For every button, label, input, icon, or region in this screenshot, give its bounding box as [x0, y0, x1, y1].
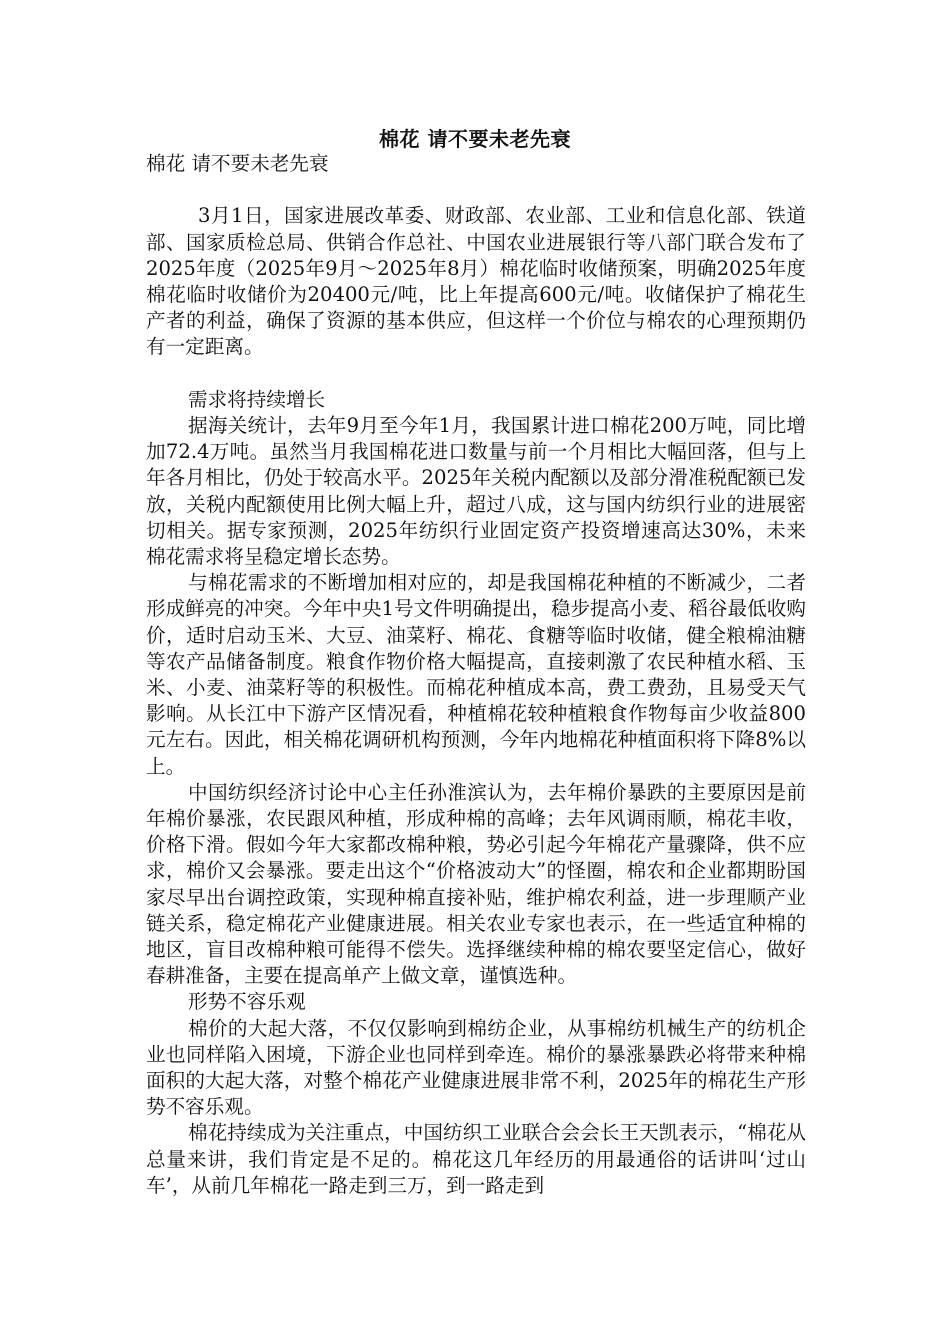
document-body: [146, 151, 806, 1199]
paragraph-expert-view: 中国纺织经济讨论中心主任孙淮滨认为，去年棉价暴跌的主要原因是前年棉价暴涨，农民跟风种植，形成种棉的高峰；去年风调雨顺，棉花丰收，价格下滑。假如今年大家都改棉种粮，势必引起今年棉花产量骤降，供不应求，棉价又会暴涨。要走出这个“价格波动大”的怪圈，棉农和企业都期盼国家尽早出台调控政策，实现种棉直接补贴，维护棉农利益，进一步理顺产业链关系，稳定棉花产业健康进展。相关农业专家也表示，在一些适宜种棉的地区，盲目改棉种粮可能得不偿失。选择继续种棉的棉农要坚定信心，做好春耕准备，主要在提高单产上做文章，谨慎选种。: [146, 780, 806, 988]
document-title: 棉花 请不要未老先衰: [379, 127, 571, 151]
paragraph-industry-quote: 棉花持续成为关注重点，中国纺织工业联合会会长王天凯表示，“棉花从总量来讲，我们肯定是不足的。棉花这几年经历的用最通俗的话讲叫‘过山车’，从前几年棉花一路走到三万，到一路走到: [146, 1121, 806, 1197]
blank-line: [146, 177, 806, 203]
paragraph-planting-decline: 与棉花需求的不断增加相对应的，却是我国棉花种植的不断减少，二者形成鲜亮的冲突。今年中央1号文件明确提出，稳步提高小麦、稻谷最低收购价，适时启动玉米、大豆、油菜籽、棉花、食糖等临时收储，健全粮棉油糖等农产品储备制度。粮食作物价格大幅提高，直接刺激了农民种植水稻、玉米、小麦、油菜籽等的积极性。而棉花种植成本高，费工费劲，且易受天气影响。从长江中下游产区情况看，种植棉花较种植粮食作物每亩少收益800元左右。因此，相关棉花调研机构预测，今年内地棉花种植面积将下降8%以上。: [146, 571, 806, 778]
blank-line: [146, 361, 806, 387]
paragraph-price-volatility: 棉价的大起大落，不仅仅影响到棉纺企业，从事棉纺机械生产的纺机企业也同样陷入困境，下游企业也同样到牵连。棉价的暴涨暴跌必将带来种棉面积的大起大落，对整个棉花产业健康进展非常不利，2025年的棉花生产形势不容乐观。: [146, 1016, 806, 1119]
section-heading-demand: 需求将持续增长: [188, 387, 326, 411]
document-subtitle: 棉花 请不要未老先衰: [146, 152, 329, 175]
section-heading-outlook: 形势不容乐观: [188, 990, 306, 1014]
paragraph-customs-stats: 据海关统计，去年9月至今年1月，我国累计进口棉花200万吨，同比增加72.4万吨。虽然当月我国棉花进口数量与前一个月相比大幅回落，但与上年各月相比，仍处于较高水平。2025年关税内配额以及部分滑准税配额已发放，关税内配额使用比例大幅上升，超过八成，这与国内纺织行业的进展密切相关。据专家预测，2025年纺织行业固定资产投资增速高达30%，未来棉花需求将呈稳定增长态势。: [146, 414, 806, 569]
paragraph-intro: 3月1日，国家进展改革委、财政部、农业部、工业和信息化部、铁道部、国家质检总局、供销合作总社、中国农业进展银行等八部门联合发布了2025年度（2025年9月～2025年8月）棉花临时收储预案，明确2025年度棉花临时收储价为20400元/吨，比上年提高600元/吨。收储保护了棉花生产者的利益，确保了资源的基本供应，但这样一个价位与棉农的心理预期仍有一定距离。: [146, 204, 806, 359]
